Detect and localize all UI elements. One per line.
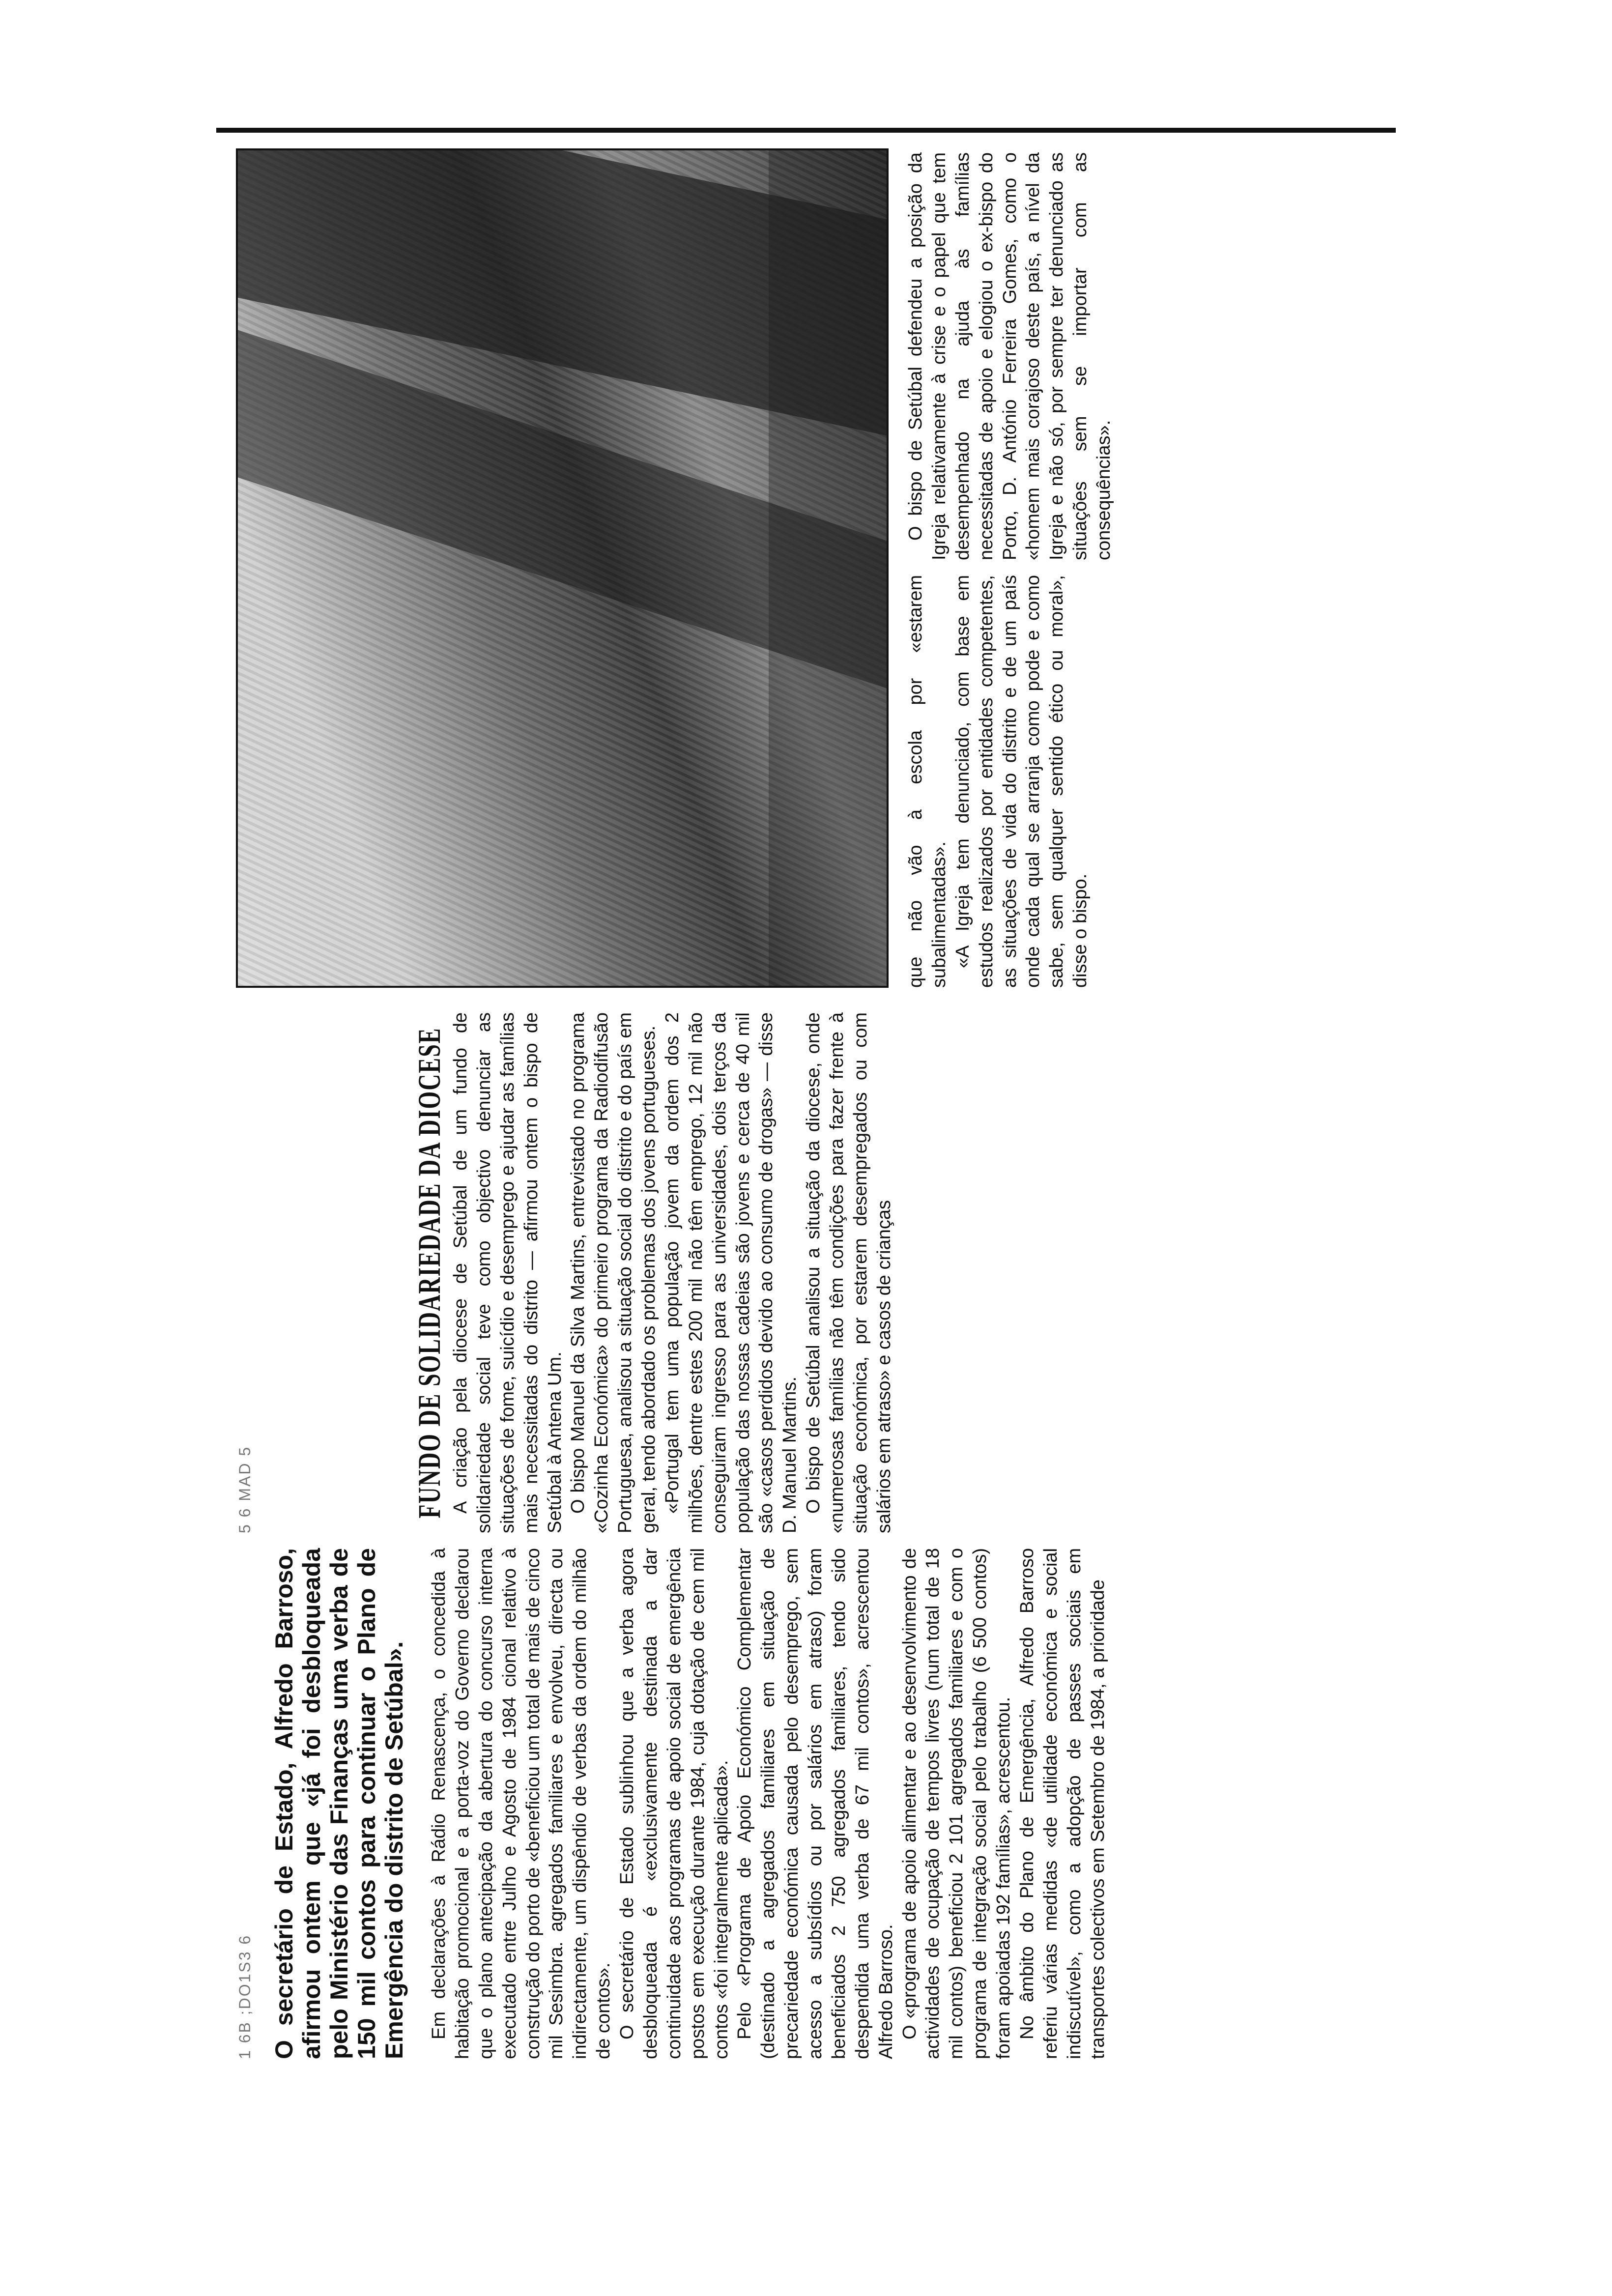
article-column-4 bbox=[904, 152, 1116, 560]
newspaper-clipping bbox=[216, 54, 1396, 2079]
article-paragraph: O «programa de apoio alimentar e ao desenvolvimento de actividades de ocupação de tempos livres (num total de 18 mil contos) beneficiou 2 101 agregados familiares e com o programa de integração social pelo trabalho (6 500 contos) foram apoiadas 192 famílias», acrescentou. bbox=[899, 1548, 1014, 2059]
article-paragraph: O bispo Manuel da Silva Martins, entrevistado no programa «Cozinha Económica» do primeiro programa da Radiodifusão Portuguesa, analisou a situação social do distrito e do país em geral, tendo abordado os problemas dos jovens portugueses. bbox=[568, 1012, 659, 1533]
article-paragraph: «Portugal tem uma população jovem da ordem dos 2 milhões, dentre estes 200 mil não têm emprego, 12 mil não conseguiram ingresso para as universidades, dois terços da população das nossas cadeias são jovens e cerca de 40 mil são «casos perdidos devido ao consumo de drogas» — disse D. Manuel Martins. bbox=[662, 1012, 801, 1533]
news-photo bbox=[236, 148, 889, 988]
article-lead: O secretário de Estado, Alfredo Barroso, afirmou ontem que «já foi desbloqueada pelo Ministério das Finanças uma verba de 150 mil contos para continuar o Plano de Emergência do distrito de Setúbal». bbox=[270, 1548, 408, 2059]
faint-text-fragment: 5 6 MAD 5 bbox=[236, 1445, 254, 1533]
article-paragraph: O bispo de Setúbal analisou a situação da diocese, onde «numerosas famílias não têm condições para fazer frente à situação económica, por estarem desempregados ou com salários em atraso» e casos de crianças bbox=[803, 1012, 894, 1533]
article-paragraph: «A Igreja tem denunciado, com base em estudos realizados por entidades competentes, as situações de vida do distrito e de um país onde cada qual se arranja como pode e como sabe, sem qualquer sentido ético ou moral», disse o bispo. bbox=[952, 575, 1091, 988]
column-rule bbox=[216, 128, 1396, 133]
article-paragraph: Pelo «Programa de Apoio Económico Complementar (destinado a agregados familiares em situação de precariedade económica causada pelo desemprego, sem acesso a subsídios ou por salários em atraso) foram beneficiados 2 750 agregados familiares, tendo sido despendida uma verba de 67 mil contos», acrescentou Alfredo Barroso. bbox=[734, 1548, 896, 2059]
article-column-3 bbox=[904, 575, 1093, 988]
article-column-1 bbox=[216, 1548, 1110, 2059]
section-subhead: FUNDO DE SOLIDARIEDADE DA DIOCESE bbox=[411, 1027, 447, 1519]
article-paragraph: O secretário de Estado sublinhou que a verba agora desbloqueada é «exclusivamente destinada a dar continuidade aos programas de apoio social de emergência postos em execução durante 1984, cuja dotação de cem mil contos «foi integralmente aplicada». bbox=[617, 1548, 732, 2059]
article-paragraph: O bispo de Setúbal defendeu a posição da Igreja relativamente à crise e o papel que tem desempenhado na ajuda às famílias necessitadas de apoio e elogiou o ex-bispo do Porto, D. António Ferreira Gomes, como o «homem mais corajoso deste país, a nível da Igreja e não só, por sempre ter denunciado as situações sem se importar com as consequências». bbox=[905, 152, 1114, 560]
article-column-2 bbox=[216, 1012, 896, 1533]
article-paragraph: A criação pela diocese de Setúbal de um fundo de solidariedade social teve como objectivo denunciar as situações de fome, suicídio e desemprego e ajudar as famílias mais necessitadas do distrito — afirmou ontem o bispo de Setúbal à Antena Um. bbox=[450, 1012, 565, 1533]
photo-dark-area bbox=[769, 150, 887, 986]
header-fragment: 1 6B ;DO1S3 6 bbox=[236, 1934, 254, 2059]
article-paragraph: No âmbito do Plano de Emergência, Alfredo Barroso referiu várias medidas «de utilidade económica e social indiscutível», como a adopção de passes sociais em transportes colectivos em Setembro de 1984, a prioridade bbox=[1016, 1548, 1108, 2059]
article-paragraph: que não vão à escola por «estarem subalimentadas». bbox=[905, 575, 950, 988]
article-paragraph: Em declarações à Rádio Renascença, o concedida à habitação promocional e a porta-voz do Governo declarou que o plano antecipação da abertura do concurso interna executado entre Julho e Agosto de 1984 cional relativo à construção do porto de «beneficiou um total de mais de cinco mil Sesimbra. agregados familiares e envolveu, directa ou indirectamente, um dispêndio de verbas da ordem do milhão de contos». bbox=[429, 1548, 614, 2059]
